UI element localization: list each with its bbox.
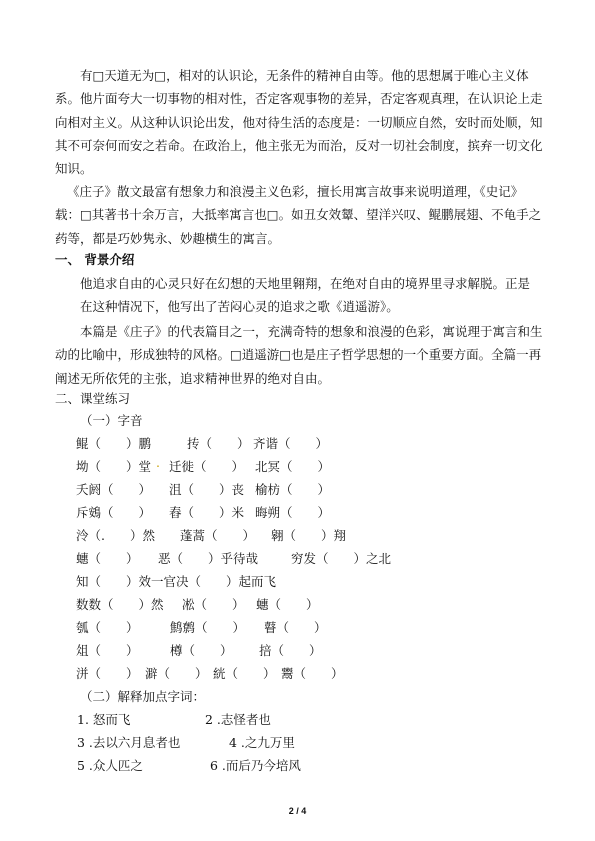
pron-r5-c1: 泠（. ）然 (76, 528, 155, 543)
vocab-6: 6 .而后乃今培风 (210, 758, 301, 773)
pron-r11-c3: 絖（ ） (213, 666, 276, 681)
page-number: 2 / 4 (288, 806, 307, 816)
subheading-pronunciation: （一）字音 (80, 413, 143, 428)
pron-r9-c3: 瞽（ ） (264, 620, 327, 635)
intro-paragraph-2: 《庄子》散文最富有想象力和浪漫主义色彩，擅长用寓言故事来说明道理，《史记》载：□其著书十余万言，大抵率寓言也□。如丑女效颦、望洋兴叹、鲲鹏展翅、不龟手之药等，都是巧妙隽永、妙趣横生的寓言。 (55, 184, 542, 246)
vocab-2: 2 .志怪者也 (205, 712, 271, 727)
subheading-vocabulary: （二）解释加点字词： (80, 689, 206, 704)
pron-r10-c1: 俎（ ） (76, 643, 139, 658)
pron-r4-c3: 晦朔（ ） (255, 505, 331, 520)
background-paragraph-2: 本篇是《庄子》的代表篇目之一，充满奇特的想象和浪漫的色彩，寓说理于寓言和生动的比喻中，形成独特的风格。□逍遥游□也是庄子哲学思想的一个重要方面。全篇一再阐述无所依凭的主张，追求精神世界的绝对自由。 (55, 324, 543, 386)
pron-r4-c1: 斥鴳（ ） (76, 505, 152, 520)
pron-r1-c3: 齐谐（ ） (253, 436, 329, 451)
pron-r11-c1: 洴（ ） (76, 666, 139, 681)
vocab-4: 4 .之九万里 (229, 735, 295, 750)
pron-r2-c1: 坳（ ）堂 (76, 459, 152, 474)
pron-r11-c2: 澼（ ） (145, 666, 208, 681)
pron-r6-c1: 蟪（ ） (76, 551, 139, 566)
pron-r11-c4: 鬻（ ） (281, 666, 344, 681)
pron-r4-c2: 舂（ ）米 (169, 505, 245, 520)
pron-r7-c2: 决（ ）起而飞 (176, 574, 277, 589)
pron-r9-c2: 鹪鹩（ ） (170, 620, 246, 635)
pron-r3-c1: 夭阏（ ） (76, 482, 152, 497)
pron-r6-c2: 恶（ ）乎待哉 (158, 551, 259, 566)
section-heading-background: 一、 背景介绍 (55, 252, 135, 267)
background-line-1: 他追求自由的心灵只好在幻想的天地里翱翔，在绝对自由的境界里寻求解脱。正是 (80, 276, 531, 291)
vocab-5: 5 .众人匹之 (77, 758, 143, 773)
pron-r5-c3: 翱（ ）翔 (271, 528, 347, 543)
pron-r1-c1: 鲲（ ）鹏 (76, 436, 152, 451)
intro-paragraph-1: 有□天道无为□，相对的认识论，无条件的精神自由等。他的思想属于唯心主义体系。他片面夸大一切事物的相对性，否定客观事物的差异，否定客观真理，在认识论上走向相对主义。从这种认识论出发，他对待生活的态度是：一切顺应自然，安时而处顺，知其不可奈何而安之若命。在政治上，他主张无为而治，反对一切社会制度，摈弃一切文化知识。 (55, 68, 543, 177)
emphasis-dot: . (156, 455, 160, 470)
vocab-3: 3 .去以六月息者也 (77, 735, 181, 750)
pron-r8-c1: 数数（ ）然 (76, 597, 164, 612)
pron-r8-c3: 蟪（ ） (256, 597, 319, 612)
pron-r9-c1: 瓠（ ） (76, 620, 139, 635)
pron-r10-c3: 掊（ ） (259, 643, 322, 658)
pron-r2-c3: 北冥（ ） (255, 459, 331, 474)
pron-r3-c3: 榆枋（ ） (255, 482, 331, 497)
pron-r5-c2: 蓬蒿（ ） (180, 528, 256, 543)
pron-r7-c1: 知（ ）效一官 (76, 574, 177, 589)
vocab-1: 1. 怒而飞 (77, 712, 131, 727)
pron-r10-c2: 樽（ ） (170, 643, 233, 658)
section-heading-exercises: 二、课堂练习 (55, 391, 131, 406)
pron-r3-c2: 沮（ ）丧 (169, 482, 245, 497)
background-line-2: 在这种情况下，他写出了苦闷心灵的追求之歌《逍遥游》。 (80, 299, 399, 314)
pron-r2-c2: 迁徙（ ） (169, 459, 245, 474)
pron-r1-c2: 抟（ ） (187, 436, 250, 451)
pron-r8-c2: 凇（ ） (182, 597, 245, 612)
pron-r6-c3: 穷发（ ）之北 (291, 551, 392, 566)
